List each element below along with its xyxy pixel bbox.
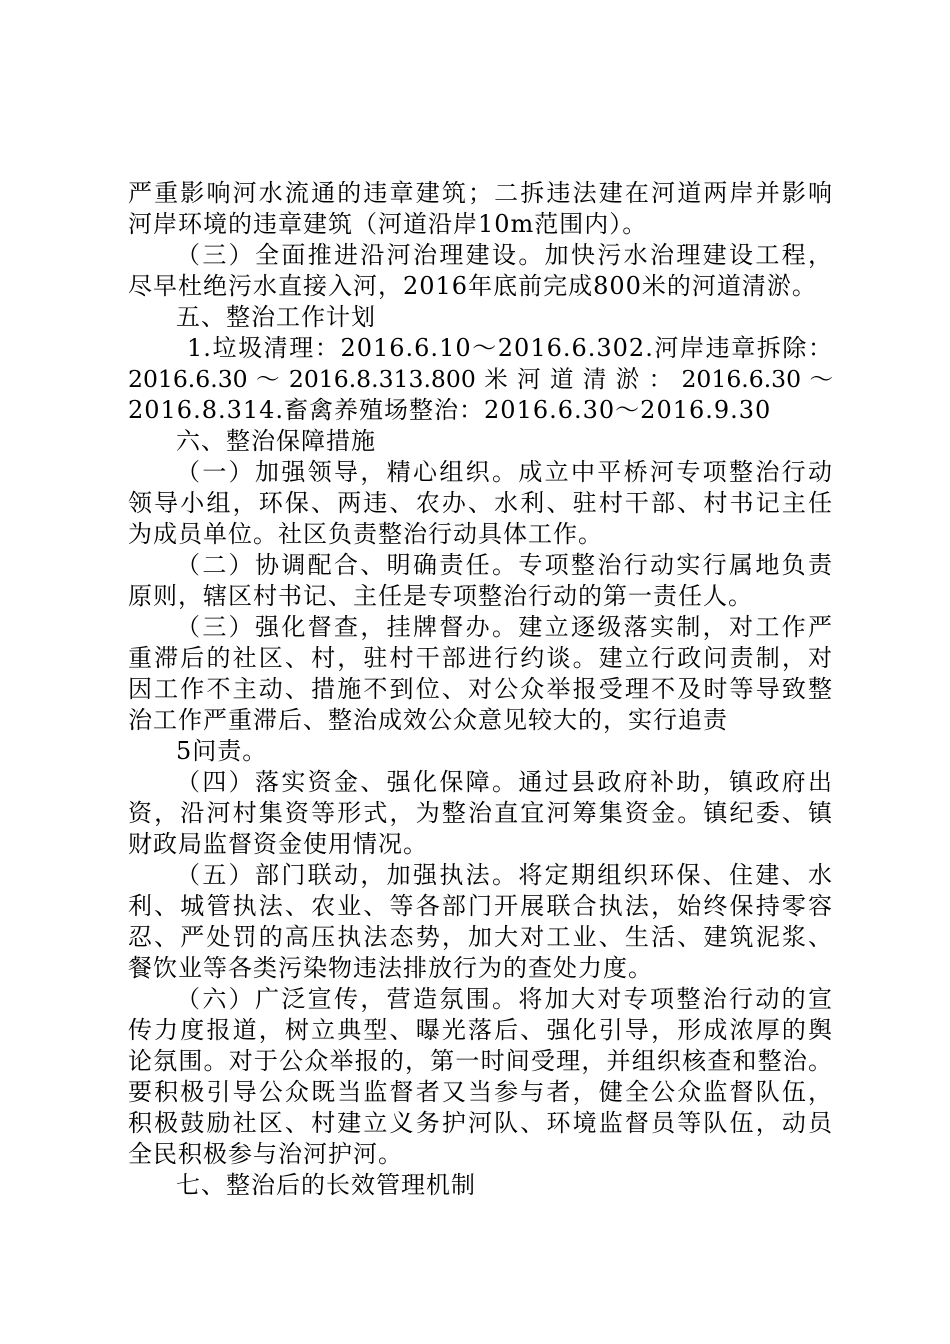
text-line: 积极鼓励社区、村建立义务护河队、环境监督员等队伍，动员 <box>128 1109 833 1137</box>
text-line: 为成员单位。社区负责整治行动具体工作。 <box>128 520 603 548</box>
text-line: （三）强化督查，挂牌督办。建立逐级落实制，对工作严 <box>176 613 833 641</box>
text-line: 利、城管执法、农业、等各部门开展联合执法，始终保持零容 <box>128 892 833 920</box>
text-line: 治工作严重滞后、整治成效公众意见较大的，实行追责 <box>128 706 728 734</box>
text-line: （四）落实资金、强化保障。通过县政府补助，镇政府出 <box>176 768 833 796</box>
text-line: 2016.6.30 ～ 2016.8.313.800 米 河 道 清 淤 ： 2016.6.30 ～ <box>128 365 833 393</box>
text-line: 餐饮业等各类污染物违法排放行为的查处力度。 <box>128 954 653 982</box>
text-line: 重滞后的社区、村，驻村干部进行约谈。建立行政问责制，对 <box>128 644 833 672</box>
text-line: 论氛围。对于公众举报的，第一时间受理，并组织核查和整治。 <box>128 1047 833 1075</box>
text-line: 传力度报道，树立典型、曝光落后、强化引导，形成浓厚的舆 <box>128 1016 833 1044</box>
text-line: 1.垃圾清理：2016.6.10～2016.6.302.河岸违章拆除： <box>187 334 833 362</box>
text-line: 河岸环境的违章建筑（河道沿岸10m范围内）。 <box>128 210 648 238</box>
text-line: （五）部门联动，加强执法。将定期组织环保、住建、水 <box>176 861 833 889</box>
text-line: 5问责。 <box>176 737 268 765</box>
text-line: （二）协调配合、明确责任。专项整治行动实行属地负责 <box>176 551 833 579</box>
text-line: 全民积极参与治河护河。 <box>128 1140 403 1168</box>
text-line: （六）广泛宣传，营造氛围。将加大对专项整治行动的宣 <box>176 985 833 1013</box>
text-line: 忍、严处罚的高压执法态势，加大对工业、生活、建筑泥浆、 <box>128 923 833 951</box>
section-heading: 七、整治后的长效管理机制 <box>176 1171 476 1199</box>
text-line: 尽早杜绝污水直接入河，2016年底前完成800米的河道清淤。 <box>128 272 817 300</box>
section-heading: 六、整治保障措施 <box>176 427 376 455</box>
text-line: 财政局监督资金使用情况。 <box>128 830 428 858</box>
text-line: 要积极引导公众既当监督者又当参与者，健全公众监督队伍， <box>128 1078 833 1106</box>
text-line: 严重影响河水流通的违章建筑；二拆违法建在河道两岸并影响 <box>128 179 833 207</box>
text-line: 因工作不主动、措施不到位、对公众举报受理不及时等导致整 <box>128 675 833 703</box>
section-heading: 五、整治工作计划 <box>176 303 376 331</box>
text-line: 原则，辖区村书记、主任是专项整治行动的第一责任人。 <box>128 582 753 610</box>
text-line: 资，沿河村集资等形式，为整治直宜河筹集资金。镇纪委、镇 <box>128 799 833 827</box>
text-line: 2016.8.314.畜禽养殖场整治：2016.6.30～2016.9.30 <box>128 396 772 424</box>
text-line: （一）加强领导，精心组织。成立中平桥河专项整治行动 <box>176 458 833 486</box>
text-line: （三）全面推进沿河治理建设。加快污水治理建设工程， <box>176 241 833 269</box>
text-line: 领导小组，环保、两违、农办、水利、驻村干部、村书记主任 <box>128 489 833 517</box>
